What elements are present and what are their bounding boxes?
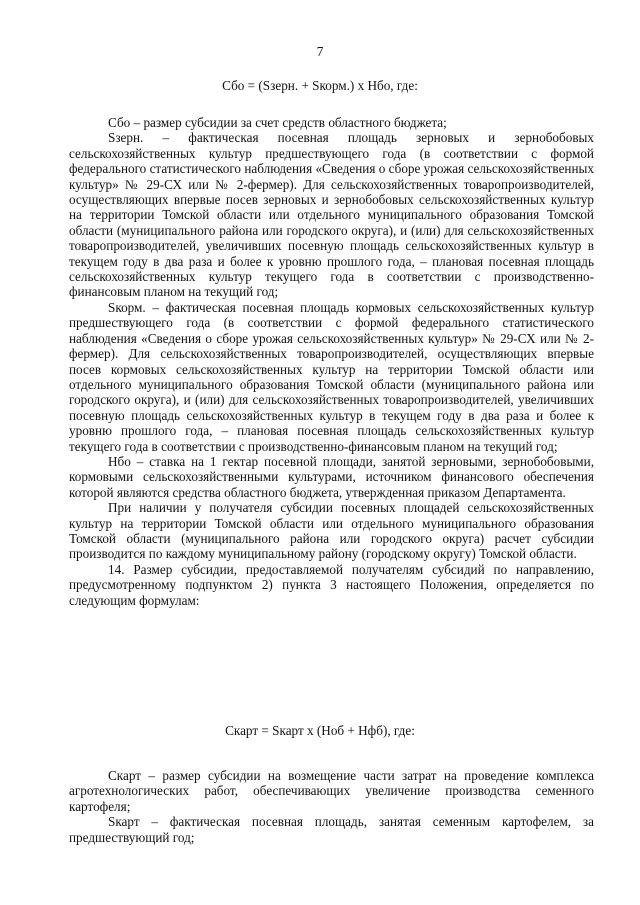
paragraph-item-14: 14. Размер субсидии, предоставляемой получателям субсидий по направлению, предусмотренному подпунктом 2) пункта 3 настоящего Положения, определяется по следующим формулам: — [69, 561, 594, 608]
definitions-block-1 — [69, 115, 594, 608]
paragraph-municipal-calculation: При наличии у получателя субсидии посевных площадей сельскохозяйственных культур на территории Томской области или отдельного муниципального образования Томской области (муниципального района или городского округа) расчет субсидии производится по каждому муниципальному району (городскому округу) Томской области. — [69, 500, 594, 562]
formula-subsidy-potato: Скарт = Sкарт х (Ноб + Нфб), где: — [225, 723, 415, 738]
definition-skart-area: Sкарт – фактическая посевная площадь, занятая семенным картофелем, за предшествующий год; — [69, 814, 594, 845]
definition-skart-subsidy: Скарт – размер субсидии на возмещение части затрат на проведение комплекса агротехнологических работ, обеспечивающих увеличение производства семенного картофеля; — [69, 768, 594, 814]
definition-szern: Sзерн. – фактическая посевная площадь зерновых и зернобобовых сельскохозяйственных культур предшествующего года (в соответствии с формой федерального статистического наблюдения «Сведения о сборе урожая сельскохозяйственных культур» № 29-СХ или № 2-фермер). Для сельскохозяйственных товаропроизводителей, осуществляющих впервые посев зерновых и зернобобовых сельскохозяйственных культур на территории Томской области или отдельного муниципального образования Томской области (муниципального района или городского округа), и (или) для сельскохозяйственных товаропроизводителей, увеличивших посевную площадь сельскохозяйственных культур в текущем году в два раза и более к уровню прошлого года, – плановая посевная площадь сельскохозяйственных культур текущего года в соответствии с производственно-финансовым планом на текущий год; — [69, 130, 594, 300]
definitions-block-2 — [69, 768, 594, 845]
page-number: 7 — [316, 44, 324, 59]
definition-skorm: Sкорм. – фактическая посевная площадь кормовых сельскохозяйственных культур предшествующего года (в соответствии с формой федерального статистического наблюдения «Сведения о сборе урожая сельскохозяйственных культур» № 29-СХ или № 2-фермер). Для сельскохозяйственных товаропроизводителей, осуществляющих впервые посев кормовых сельскохозяйственных культур на территории Томской области или отдельного муниципального образования Томской области (муниципального района или городского округа), и (или) для сельскохозяйственных товаропроизводителей, увеличивших посевную площадь сельскохозяйственных культур в текущем году в два раза и более к уровню прошлого года, – плановая посевная площадь сельскохозяйственных культур текущего года в соответствии с производственно-финансовым планом на текущий год; — [69, 299, 594, 454]
definition-nbo: Нбо – ставка на 1 гектар посевной площади, занятой зерновыми, зернобобовыми, кормовыми сельскохозяйственными культурами, источником финансового обеспечения которой являются средства областного бюджета, утвержденная приказом Департамента. — [69, 453, 594, 500]
formula-subsidy-grain: Сбо = (Sзерн. + Sкорм.) х Нбо, где: — [222, 78, 418, 93]
definition-sbo: Сбо – размер субсидии за счет средств областного бюджета; — [108, 115, 447, 130]
